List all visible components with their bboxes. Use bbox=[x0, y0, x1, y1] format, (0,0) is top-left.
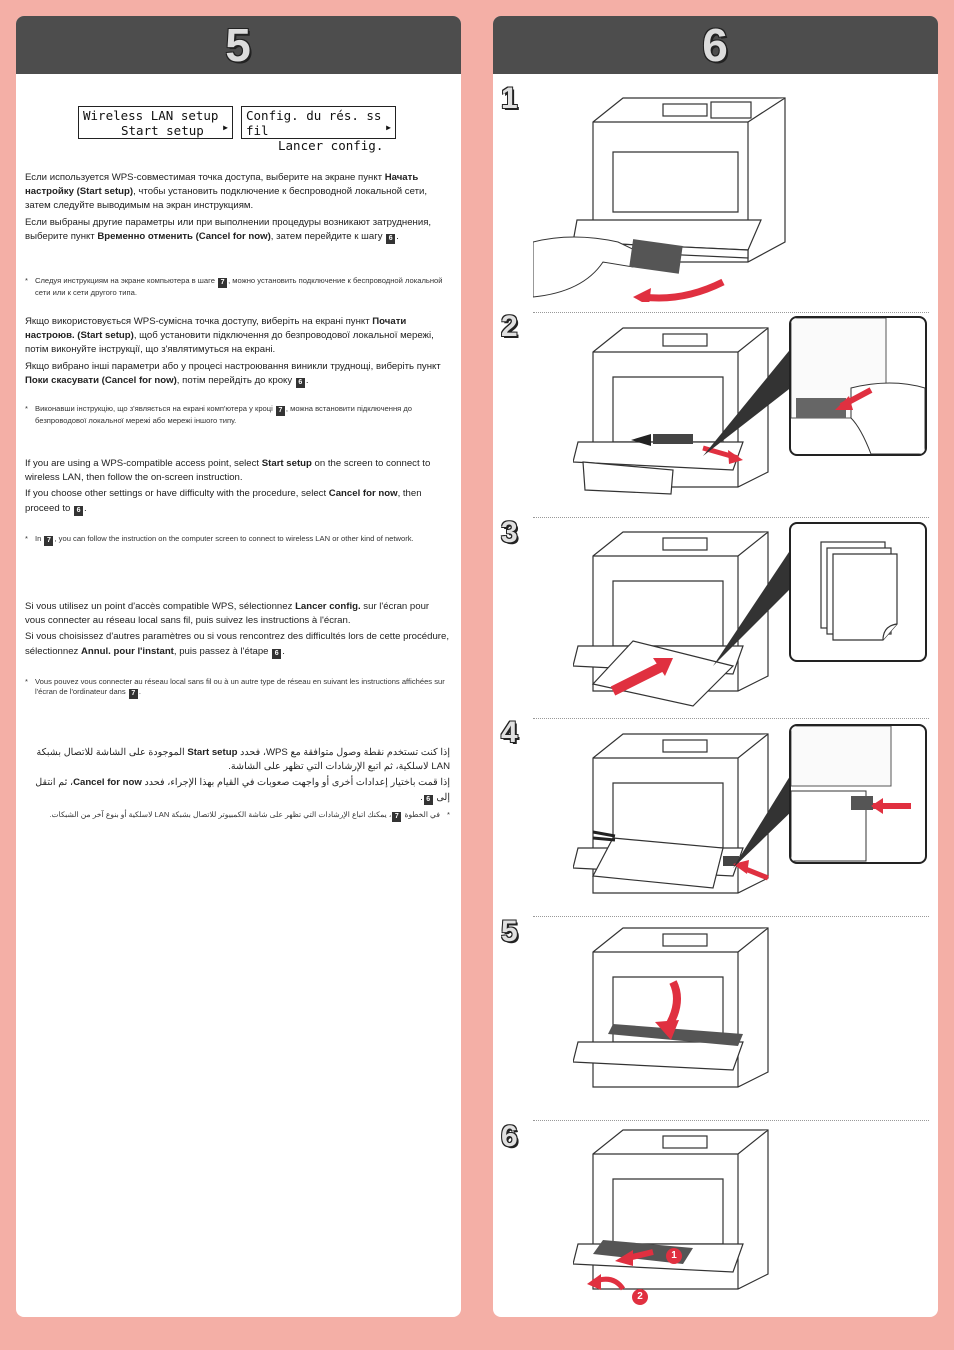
russian-instructions bbox=[25, 171, 450, 246]
text: ، ثم انتقل إلى bbox=[35, 777, 450, 803]
paragraph: إذا قمت باختيار إعدادات أخرى أو واجهت صعوبات في القيام بهذا الإجراء، فحدد Cancel for now، ثم انتقل إلى 6. bbox=[35, 777, 450, 803]
divider bbox=[533, 312, 929, 313]
text: sur l'écran pour vous connecter au réseau local sans fil, puis suivez les instructions à l'écran. bbox=[25, 601, 430, 627]
paragraph bbox=[25, 315, 450, 358]
step-5-number: 5 bbox=[225, 19, 252, 71]
text: If you choose other settings or have difficulty with the procedure, select bbox=[25, 488, 329, 500]
text: Если используется WPS-совместимая точка доступа, выберите на экране пункт bbox=[25, 172, 385, 183]
asterisk: * bbox=[25, 404, 28, 413]
russian-note bbox=[25, 276, 450, 298]
text: If you are using a WPS-compatible access point, select bbox=[25, 458, 262, 469]
text: Если выбраны другие параметры или при выполнении процедуры возникают затруднения, выберите пункт bbox=[25, 216, 432, 242]
asterisk: * bbox=[447, 810, 450, 819]
text: , you can follow the instruction on the computer screen to connect to wireless LAN or other kind of network. bbox=[54, 534, 414, 543]
option-name: Почати настроюв. (Start setup) bbox=[25, 316, 407, 342]
lcd-line-1: Wireless LAN setup bbox=[83, 108, 219, 123]
substep-1-number: 1 bbox=[501, 82, 518, 115]
option-name: Начать настройку (Start setup) bbox=[25, 172, 419, 198]
lcd-screen-french bbox=[241, 106, 396, 153]
text: , щоб установити підключення до безпроводової локальної мережі, потім виконуйте інструкції, що з'являтимуться на екрані. bbox=[25, 330, 434, 356]
zoom-inset-paper-stack bbox=[789, 522, 927, 662]
french-note bbox=[25, 677, 450, 699]
step-reference-badge: 6 bbox=[272, 649, 281, 659]
arabic-note bbox=[25, 810, 450, 822]
text: Vous pouvez vous connecter au réseau local sans fil ou à un autre type de réseau en suivant les instructions affichées sur l'écran de l'ordinateur dans bbox=[35, 677, 445, 697]
asterisk: * bbox=[25, 677, 28, 686]
substep-4-number: 4 bbox=[501, 716, 518, 749]
option-name: Cancel for now bbox=[328, 488, 398, 500]
asterisk: * bbox=[25, 534, 28, 543]
option-name: Временно отменить (Cancel for now) bbox=[97, 230, 271, 242]
text: Якщо вибрано інші параметри або у процесі настроювання виникли труднощі, виберіть пункт bbox=[25, 360, 441, 372]
printer-open-front-cover-illustration bbox=[533, 92, 793, 302]
text: , можно установить подключение к беспроводной локальной сети или к сети другого типа. bbox=[35, 276, 443, 297]
step-5-panel bbox=[16, 16, 461, 1317]
option-name: Поки скасувати (Cancel for now) bbox=[25, 374, 177, 386]
option-name: Cancel for now bbox=[73, 777, 142, 789]
paragraph: Если выбраны другие параметры или при выполнении процедуры возникают затруднения, выберите пункт Временно отменить (Cancel for now), затем перейдите к шагу 6 . bbox=[25, 216, 432, 242]
text: في الخطوة bbox=[402, 810, 440, 819]
text: , затем перейдите к шагу bbox=[270, 230, 386, 242]
paragraph bbox=[25, 457, 450, 485]
step-6-number: 6 bbox=[702, 19, 729, 71]
paragraph bbox=[25, 746, 450, 774]
divider bbox=[533, 916, 929, 917]
paragraph: If you choose other settings or have difficulty with the procedure, select Cancel for now, then proceed to 6 . bbox=[25, 488, 422, 514]
step-reference-badge: 6 bbox=[424, 795, 433, 805]
lcd-screen-english bbox=[78, 106, 233, 139]
text: إذا كنت تستخدم نقطة وصول متوافقة مع WPS، فحدد bbox=[237, 747, 450, 758]
text: إذا قمت باختيار إعدادات أخرى أو واجهت صعوبات في القيام بهذا الإجراء، فحدد bbox=[141, 777, 450, 789]
substep-6-number: 6 bbox=[501, 1120, 518, 1153]
option-name: Lancer config. bbox=[295, 601, 361, 612]
divider bbox=[533, 718, 929, 719]
text: . bbox=[138, 687, 141, 697]
zoom-pointer bbox=[703, 316, 803, 456]
english-note bbox=[25, 534, 450, 546]
lcd-line-2: Lancer config. bbox=[278, 138, 384, 153]
text: Следуя инструкциям на экране компьютера в шаге bbox=[35, 276, 218, 285]
paragraph: Si vous choisissez d'autres paramètres ou si vous rencontrez des difficultés lors de cette procédure, sélectionnez Annul. pour l'instant, puis passez à l'étape 6 . bbox=[25, 631, 449, 657]
option-name: Start setup bbox=[187, 747, 238, 758]
step-reference-badge: 7 bbox=[218, 278, 227, 288]
lcd-line-1: Config. du rés. ss fil bbox=[246, 108, 382, 138]
printer-close-cover-illustration bbox=[573, 922, 773, 1112]
divider bbox=[533, 517, 929, 518]
arabic-instructions bbox=[25, 746, 450, 807]
paragraph: Якщо вибрано інші параметри або у процесі настроювання виникли труднощі, виберіть пункт Поки скасувати (Cancel for now), потім перейдіть до кроку 6 . bbox=[25, 360, 441, 386]
text: Виконавши інструкцію, що з'являється на екрані комп'ютера у кроці bbox=[35, 404, 275, 413]
step-5-header bbox=[16, 16, 461, 74]
substep-2-number: 2 bbox=[501, 310, 518, 343]
text: , puis passez à l'étape bbox=[173, 645, 272, 657]
step-reference-badge: 7 bbox=[129, 689, 138, 699]
guide-closeup bbox=[791, 726, 925, 862]
ukrainian-instructions bbox=[25, 315, 450, 390]
printer-extend-tray-illustration bbox=[573, 1124, 773, 1314]
step-reference-badge: 7 bbox=[44, 536, 53, 546]
option-name: Start setup bbox=[261, 458, 312, 469]
text: , then proceed to bbox=[25, 488, 422, 514]
paper-stack-icon bbox=[791, 524, 925, 660]
text: Якщо використовується WPS-сумісна точка доступу, виберіть на екрані пункт bbox=[25, 316, 373, 327]
step-reference-badge: 7 bbox=[392, 812, 401, 822]
text: , можна встановити підключення до безпроводової локальної мережі або мережі іншого типу. bbox=[35, 404, 413, 425]
step-6-header bbox=[493, 16, 938, 74]
substep-5-number: 5 bbox=[501, 915, 518, 948]
option-name: Annul. pour l'instant bbox=[81, 645, 174, 657]
text: , потім перейдіть до кроку bbox=[176, 374, 295, 386]
text: Si vous choisissez d'autres paramètres ou si vous rencontrez des difficultés lors de cette procédure, sélectionnez bbox=[25, 631, 449, 657]
text: الموجودة على الشاشة للاتصال بشبكة LAN لاسلكية، ثم اتبع الإرشادات التي تظهر على الشاشة. bbox=[36, 747, 450, 773]
ukrainian-note bbox=[25, 404, 450, 426]
text: In bbox=[35, 534, 44, 543]
callout-1-badge: 1 bbox=[666, 1248, 682, 1264]
lcd-arrow-icon: ▶ bbox=[386, 123, 391, 132]
lcd-line-2: Start setup bbox=[121, 123, 204, 138]
substep-3-number: 3 bbox=[501, 516, 518, 549]
paragraph bbox=[25, 600, 450, 628]
divider bbox=[533, 1120, 929, 1121]
text: , чтобы установить подключение к беспроводной локальной сети, затем следуйте выводимым на экран инструкциям. bbox=[25, 186, 428, 212]
text: ، يمكنك اتباع الإرشادات التي تظهر على شاشة الكمبيوتر للاتصال بشبكة LAN لاسلكية أو بنوع آخر من الشبكات. bbox=[49, 810, 392, 819]
zoom-inset-paper-guide bbox=[789, 316, 927, 456]
step-reference-badge: 6 bbox=[386, 234, 395, 244]
english-instructions bbox=[25, 457, 450, 518]
paper-guide-closeup bbox=[791, 318, 925, 454]
step-reference-badge: 6 bbox=[296, 378, 305, 388]
text: Si vous utilisez un point d'accès compatible WPS, sélectionnez bbox=[25, 601, 296, 612]
lcd-arrow-icon: ▶ bbox=[223, 123, 228, 132]
callout-2-badge: 2 bbox=[632, 1289, 648, 1305]
paragraph bbox=[25, 171, 450, 214]
asterisk: * bbox=[25, 276, 28, 285]
step-reference-badge: 7 bbox=[276, 406, 285, 416]
text: on the screen to connect to wireless LAN, then follow the on-screen instruction. bbox=[25, 458, 431, 484]
french-instructions bbox=[25, 600, 450, 661]
step-reference-badge: 6 bbox=[74, 506, 83, 516]
zoom-inset-guide-closeup bbox=[789, 724, 927, 864]
step-6-panel bbox=[493, 16, 938, 1317]
